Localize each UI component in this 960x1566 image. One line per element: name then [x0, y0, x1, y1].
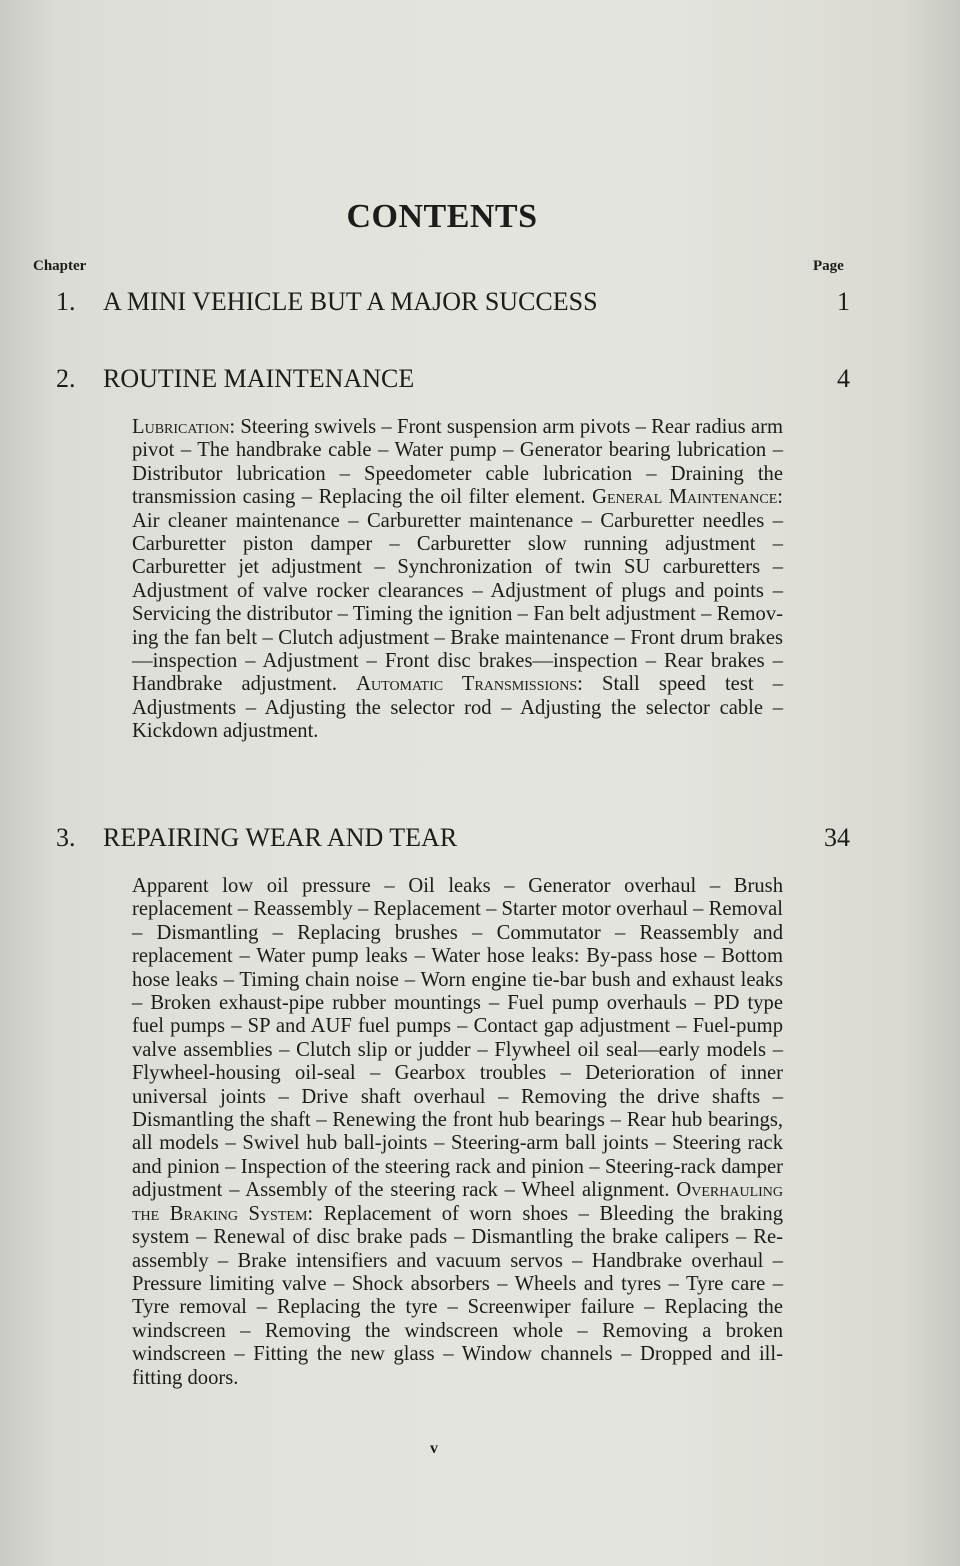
- section-text: : Stall speed test – Adjustments – Adjusting the selector rod – Adjusting the selector cable – Kickdown adjustment.: [132, 673, 783, 743]
- chapter-page-number: 4: [837, 364, 850, 393]
- section-text: Apparent low oil pressure – Oil leaks – Generator overhaul – Brush replacement – Reassembly – Replacement – Starter motor overhaul – Removal – Dismantling – Replacing brushes – Commutator – Reassembly and replacement – Water pump leaks – Water hose leaks: By-pass hose – Bottom hose leaks – Timing chain noise – Worn engine tie-bar bush and exhaust leaks – Broken exhaust-pipe rubber mountings – Fuel pump overhauls – PD type fuel pumps – SP and AUF fuel pumps – Contact gap adjustment – Fuel-pump valve assemblies – Clutch slip or judder – Flywheel oil seal—early models – Flywheel-housing oil-seal – Gearbox troubles – Deterioration of inner universal joints – Drive shaft overhaul – Removing the drive shafts – Dismantling the shaft – Renewing the front hub bearings – Rear hub bearings, all models – Swivel hub ball-joints – Steering-arm ball joints – Steering rack and pinion – Inspection of the steering rack and pinion – Steering-rack damper adjustment – Assembly of the steering rack – Wheel alignment.: [132, 875, 783, 1202]
- chapter-3-summary: [132, 875, 783, 1390]
- chapter-2-summary: [132, 416, 783, 744]
- chapter-title: ROUTINE MAINTENANCE: [103, 364, 415, 393]
- chapter-number: 2.: [56, 364, 76, 393]
- section-heading-overhauling-braking-system: Overhauling the Braking System: [132, 1179, 783, 1225]
- page-folio: v: [430, 1440, 438, 1457]
- page-title: CONTENTS: [346, 198, 538, 235]
- chapter-page-number: 1: [837, 287, 850, 316]
- chapter-number: 3.: [56, 823, 76, 852]
- section-heading-lubrication: Lubrication: [132, 416, 230, 438]
- chapter-title: REPAIRING WEAR AND TEAR: [103, 823, 458, 852]
- chapter-entry-1: [0, 287, 960, 319]
- chapter-number: 1.: [56, 287, 76, 316]
- chapter-column-label: Chapter: [33, 258, 87, 274]
- chapter-entry-2: [0, 364, 960, 396]
- page-column-label: Page: [813, 258, 844, 274]
- chapter-entry-3: [0, 823, 960, 855]
- section-text: : Replacement of worn shoes – Bleeding the braking system – Renewal of disc brake pads – Dismantling the brake calipers – Reassembly – Brake intensifiers and vacuum servos – Handbrake overhaul – Pressure limiting valve – Shock absorbers – Wheels and tyres – Tyre care – Tyre removal – Replacing the tyre – Screenwiper failure – Replacing the windscreen – Removing the windscreen whole – Removing a broken windscreen – Fitting the new glass – Window channels – Dropped and ill-fitting doors.: [132, 1202, 784, 1389]
- section-heading-general-maintenance: General Maintenance: [592, 486, 778, 509]
- chapter-title: A MINI VEHICLE BUT A MAJOR SUCCESS: [103, 287, 598, 316]
- section-text: : Steering swivels – Front suspension arm pivots – Rear radius arm pivot – The handbrake cable – Water pump – Generator bearing lubrication – Distributor lubrication – Speedometer cable lubrication – Draining the transmission casing – Replacing the oil filter element.: [132, 416, 783, 509]
- section-text: : Air cleaner maintenance – Carburetter maintenance – Carburetter needles – Carburetter piston damper – Carburetter slow running adjustment – Carburetter jet adjustment – Synchronization of twin SU carburetters – Adjustment of valve rocker clearances – Adjustment of plugs and points – Servicing the distributor – Timing the ignition – Fan belt adjustment – Removing the fan belt – Clutch adjustment – Brake maintenance – Front drum brakes—inspection – Adjustment – Front disc brakes—inspection – Rear brakes – Handbrake adjustment.: [132, 486, 783, 696]
- section-heading-automatic-transmissions: Automatic Transmissions: [356, 673, 578, 696]
- chapter-page-number: 34: [824, 823, 850, 852]
